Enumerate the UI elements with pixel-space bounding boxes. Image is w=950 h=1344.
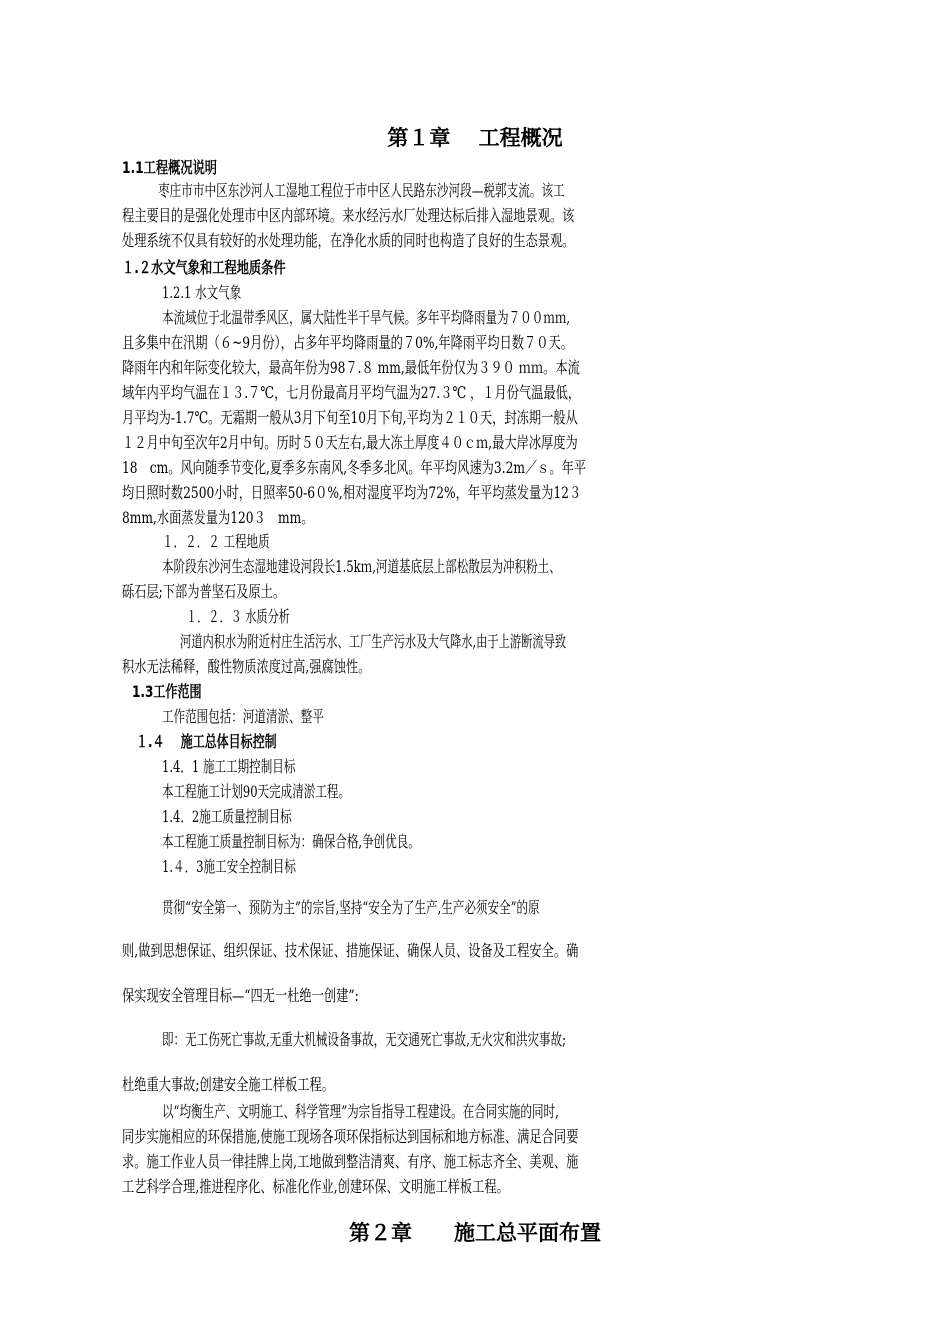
paragraph-line: 求。施工作业人员一律挂牌上岗,工地做到整洁清爽、有序、施工标志齐全、美观、施 bbox=[122, 1152, 579, 1171]
paragraph-line: 砾石层;下部为普坚石及原土。 bbox=[122, 582, 286, 601]
chapter-1-title: 第１章 工程概况 bbox=[387, 125, 563, 150]
section-1-1-heading: 1.1工程概况说明 bbox=[122, 158, 218, 177]
subsection-1-4-2-heading: 1.4．2施工质量控制目标 bbox=[162, 807, 292, 826]
paragraph-line: 贯彻“安全第一、预防为主”的宗旨,坚持“安全为了生产,生产必须安全”的原 bbox=[162, 898, 540, 917]
chapter-2-title: 第２章 施工总平面布置 bbox=[349, 1220, 601, 1245]
paragraph-line: 月平均为-1.7℃。无霜期一般从3月下旬至10月下旬,平均为２１０天，封冻期一般从 bbox=[122, 408, 578, 427]
paragraph-line: 保实现安全管理目标—“四无一杜绝一创建”: bbox=[122, 986, 359, 1005]
paragraph-line: 本工程施工质量控制目标为：确保合格,争创优良。 bbox=[162, 832, 420, 851]
paragraph-line: 本流域位于北温带季风区，属大陆性半干旱气候。多年平均降雨量为７００ｍｍ, bbox=[162, 308, 571, 327]
paragraph-line: 即：无工伤死亡事故,无重大机械设备事故，无交通死亡事故,无火灾和洪灾事故; bbox=[162, 1030, 567, 1049]
paragraph-line: 以“均衡生产、文明施工、科学管理”为宗旨指导工程建设。在合同实施的同时, bbox=[162, 1102, 559, 1121]
section-1-4-heading: １.４ 施工总体目标控制 bbox=[136, 732, 277, 751]
subsection-1-4-1-heading: 1.4．1 施工工期控制目标 bbox=[162, 757, 296, 776]
subsection-1-2-1-heading: 1.2.1 水文气象 bbox=[162, 283, 242, 302]
section-1-2-heading: １.２水文气象和工程地质条件 bbox=[122, 258, 286, 277]
paragraph-line: 本阶段东沙河生态湿地建设河段长1.5kｍ,河道基底层上部松散层为冲积粉土、 bbox=[162, 557, 561, 576]
subsection-1-2-2-heading: １．２．２ 工程地质 bbox=[162, 532, 270, 551]
paragraph-line: 降雨年内和年际变化较大，最高年份为98７.８ mm,最低年份仅为３９０ ｍｍ。本流 bbox=[122, 358, 580, 377]
paragraph-line: 积水无法稀释，酸性物质浓度过高,强腐蚀性。 bbox=[122, 657, 371, 676]
paragraph-line: 工艺科学合理,推进程序化、标准化作业,创建环保、文明施工样板工程。 bbox=[122, 1177, 509, 1196]
paragraph-line: 同步实施相应的环保措施,使施工现场各项环保指标达到国标和地方标准、满足合同要 bbox=[122, 1127, 579, 1146]
paragraph-line: 本工程施工计划90天完成清淤工程。 bbox=[162, 782, 351, 801]
subsection-1-4-3-heading: 1.４．3施工安全控制目标 bbox=[162, 857, 296, 876]
paragraph-line: 域年内平均气温在１３.７℃，七月份最高月平均气温为27.３℃ ，１月份气温最低， bbox=[122, 383, 581, 402]
paragraph-line: 工作范围包括：河道清淤、整平 bbox=[162, 707, 324, 726]
paragraph-line: １２月中旬至次年2月中旬。历时５０天左右,最大冻土厚度４０ｃｍ,最大岸冰厚度为 bbox=[122, 433, 578, 452]
paragraph-line: 且多集中在汛期（６~9月份），占多年平均降雨量的７0%,年降雨平均日数７０天。 bbox=[122, 333, 573, 352]
paragraph-line: 程主要目的是强化处理市中区内部环境。来水经污水厂处理达标后排入湿地景观。该 bbox=[122, 206, 575, 225]
paragraph-line: 河道内积水为附近村庄生活污水、工厂生产污水及大气降水,由于上游断流导致 bbox=[180, 632, 567, 651]
paragraph-line: 均日照时数2500小时，日照率50-6０%,相对湿度平均为72%，年平均蒸发量为12３ bbox=[122, 483, 582, 502]
paragraph-line: 8mm,水面蒸发量为120３ mm。 bbox=[122, 508, 314, 527]
paragraph-line: 18 cm。风向随季节变化,夏季多东南风,冬季多北风。年平均风速为3.2m／ｓ。年平 bbox=[122, 458, 587, 477]
subsection-1-2-3-heading: １．２．３ 水质分析 bbox=[186, 607, 290, 626]
paragraph-line: 处理系统不仅具有较好的水处理功能，在净化水质的同时也构造了良好的生态景观。 bbox=[122, 231, 575, 250]
paragraph-line: 则,做到思想保证、组织保证、技术保证、措施保证、确保人员、设备及工程安全。确 bbox=[122, 941, 579, 960]
paragraph-line: 枣庄市市中区东沙河人工湿地工程位于市中区人民路东沙河段—税郭支流。该工 bbox=[158, 181, 565, 200]
section-1-3-heading: 1.3工作范围 bbox=[132, 682, 202, 701]
paragraph-line: 杜绝重大事故;创建安全施工样板工程。 bbox=[122, 1075, 334, 1094]
